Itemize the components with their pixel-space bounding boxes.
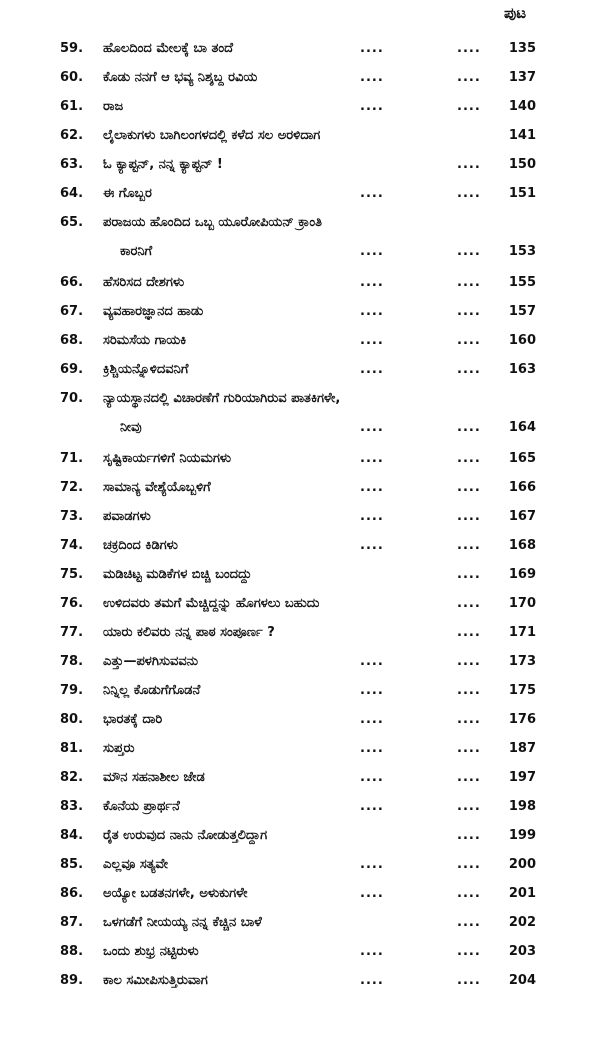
entry-number: 87.: [60, 915, 84, 930]
entry-number: 59.: [60, 41, 84, 56]
entry-page-number: 140: [508, 99, 536, 114]
leader-dots: ....: [457, 538, 481, 553]
entry-page-number: 204: [508, 973, 536, 988]
leader-dots: ....: [457, 451, 481, 466]
entry-page-number: 135: [508, 41, 536, 56]
toc-entry: [0, 502, 600, 531]
entry-page-number: 201: [508, 886, 536, 901]
leader-dots: ....: [457, 886, 481, 901]
entry-page-number: 164: [508, 420, 536, 435]
leader-dots: ....: [360, 538, 384, 553]
toc-entry: [0, 705, 600, 734]
toc-entry: [0, 473, 600, 502]
entry-number: 86.: [60, 886, 84, 901]
entry-number: 65.: [60, 215, 84, 230]
toc-entry: [0, 150, 600, 179]
entry-number: 79.: [60, 683, 84, 698]
toc-entry: [0, 908, 600, 937]
entry-number: 85.: [60, 857, 84, 872]
leader-dots: ....: [457, 973, 481, 988]
toc-entry: [0, 763, 600, 792]
entry-title-continued: ಕಾರನಿಗೆ: [120, 244, 153, 259]
leader-dots: ....: [457, 596, 481, 611]
leader-dots: ....: [360, 70, 384, 85]
leader-dots: ....: [457, 362, 481, 377]
entry-page-number: 171: [508, 625, 536, 640]
toc-entry: [0, 444, 600, 473]
leader-dots: ....: [360, 99, 384, 114]
entry-number: 88.: [60, 944, 84, 959]
leader-dots: ....: [457, 41, 481, 56]
entry-number: 71.: [60, 451, 84, 466]
leader-dots: ....: [360, 770, 384, 785]
leader-dots: ....: [457, 275, 481, 290]
entry-title: ಹೆಸರಿಸದ ದೇಶಗಳು: [103, 275, 185, 290]
entry-page-number: 197: [508, 770, 536, 785]
leader-dots: ....: [457, 654, 481, 669]
leader-dots: ....: [360, 41, 384, 56]
leader-dots: ....: [457, 509, 481, 524]
leader-dots: ....: [457, 70, 481, 85]
leader-dots: ....: [360, 973, 384, 988]
entry-page-number: 137: [508, 70, 536, 85]
leader-dots: ....: [360, 741, 384, 756]
leader-dots: ....: [457, 480, 481, 495]
entry-page-number: 153: [508, 244, 536, 259]
entry-title: ನ್ಯಾಯಸ್ಥಾನದಲ್ಲಿ ವಿಚಾರಣೆಗೆ ಗುರಿಯಾಗಿರುವ ಪಾತಕಿಗಳೇ,: [103, 391, 341, 406]
toc-entry: [0, 966, 600, 995]
toc-entry: [0, 63, 600, 92]
toc-entry: [0, 297, 600, 326]
entry-page-number: 166: [508, 480, 536, 495]
page-column-label: ಪುಟ: [504, 4, 527, 22]
toc-entry: [0, 589, 600, 618]
toc-entry: [0, 384, 600, 444]
toc-entry: [0, 268, 600, 297]
leader-dots: ....: [457, 683, 481, 698]
entry-number: 89.: [60, 973, 84, 988]
entry-page-number: 157: [508, 304, 536, 319]
entry-title: ಸರಿಮಸೆಯ ಗಾಯಕಿ: [103, 333, 187, 348]
leader-dots: ....: [457, 567, 481, 582]
entry-title: ನಿನ್ನಿಲ್ಲ ಕೊಡುಗೆಗೊಡನೆ: [103, 683, 201, 698]
entry-page-number: 141: [508, 128, 536, 143]
toc-entry: [0, 121, 600, 150]
toc-entry: [0, 792, 600, 821]
entry-page-number: 165: [508, 451, 536, 466]
entry-page-number: 170: [508, 596, 536, 611]
leader-dots: ....: [457, 304, 481, 319]
entry-page-number: 173: [508, 654, 536, 669]
entry-page-number: 198: [508, 799, 536, 814]
entry-number: 72.: [60, 480, 84, 495]
entry-number: 67.: [60, 304, 84, 319]
entry-number: 62.: [60, 128, 84, 143]
entry-title: ರಾಜ: [103, 99, 124, 114]
toc-entry: [0, 179, 600, 208]
entry-page-number: 203: [508, 944, 536, 959]
entry-number: 63.: [60, 157, 84, 172]
leader-dots: ....: [457, 157, 481, 172]
entry-page-number: 151: [508, 186, 536, 201]
leader-dots: ....: [457, 186, 481, 201]
leader-dots: ....: [360, 886, 384, 901]
entry-number: 83.: [60, 799, 84, 814]
entry-number: 70.: [60, 391, 84, 406]
entry-number: 81.: [60, 741, 84, 756]
entry-title: ವ್ಯವಹಾರಜ್ಞಾನದ ಹಾಡು: [103, 304, 204, 319]
leader-dots: ....: [457, 770, 481, 785]
entry-title: ಕೊನೆಯ ಪ್ರಾರ್ಥನೆ: [103, 799, 180, 814]
toc-entry: [0, 821, 600, 850]
leader-dots: ....: [360, 275, 384, 290]
entry-title: ಪರಾಜಯ ಹೊಂದಿದ ಒಬ್ಬ ಯೂರೋಪಿಯನ್ ಕ್ರಾಂತಿ: [103, 215, 322, 230]
leader-dots: ....: [360, 186, 384, 201]
leader-dots: ....: [457, 944, 481, 959]
entry-title: ರೈತ ಉರುವುದ ನಾನು ನೋಡುತ್ತಲಿದ್ದಾಗ: [103, 828, 268, 843]
toc-entry: [0, 676, 600, 705]
entry-title: ಸುಪ್ತರು: [103, 741, 135, 756]
entry-number: 64.: [60, 186, 84, 201]
entry-title: ಕಾಲ ಸಮೀಪಿಸುತ್ತಿರುವಾಗ: [103, 973, 208, 988]
entry-title: ಭಾರತಕ್ಕೆ ದಾರಿ: [103, 712, 163, 727]
leader-dots: ....: [457, 828, 481, 843]
leader-dots: ....: [457, 244, 481, 259]
entry-page-number: 176: [508, 712, 536, 727]
leader-dots: ....: [360, 509, 384, 524]
entry-title: ಒಂದು ಶುಭ್ರ ನಟ್ಟಿರುಳು: [103, 944, 199, 959]
entry-title: ಈ ಗೊಬ್ಬರ: [103, 186, 152, 201]
entry-number: 78.: [60, 654, 84, 669]
entry-page-number: 202: [508, 915, 536, 930]
leader-dots: ....: [360, 654, 384, 669]
leader-dots: ....: [360, 857, 384, 872]
toc-entry: [0, 618, 600, 647]
entry-title: ಹೊಲದಿಂದ ಮೇಲಕ್ಕೆ ಬಾ ತಂದೆ: [103, 41, 234, 56]
toc-entry: [0, 355, 600, 384]
leader-dots: ....: [457, 420, 481, 435]
entry-number: 68.: [60, 333, 84, 348]
entry-title: ಸೃಷ್ಟಿಕಾರ್ಯಗಳಿಗೆ ನಿಯಮಗಳು: [103, 451, 232, 466]
leader-dots: ....: [360, 944, 384, 959]
toc-entry: [0, 34, 600, 63]
leader-dots: ....: [457, 712, 481, 727]
entry-page-number: 167: [508, 509, 536, 524]
leader-dots: ....: [457, 741, 481, 756]
leader-dots: ....: [457, 99, 481, 114]
toc-entry: [0, 326, 600, 355]
leader-dots: ....: [457, 333, 481, 348]
toc-entry: [0, 647, 600, 676]
entry-number: 82.: [60, 770, 84, 785]
toc-entry: [0, 560, 600, 589]
entry-page-number: 199: [508, 828, 536, 843]
entry-title: ಒಳಗಡೆಗೆ ನೀಯಯ್ಯ ನನ್ನ ಕೆಚ್ಚಿನ ಬಾಳೆ: [103, 915, 262, 930]
entry-page-number: 155: [508, 275, 536, 290]
leader-dots: ....: [457, 915, 481, 930]
leader-dots: ....: [360, 244, 384, 259]
toc-entry: [0, 531, 600, 560]
entry-number: 73.: [60, 509, 84, 524]
toc-entry: [0, 879, 600, 908]
toc-entry: [0, 92, 600, 121]
entry-title: ಮೌನ ಸಹನಾಶೀಲ ಜೇಡ: [103, 770, 205, 785]
entry-number: 84.: [60, 828, 84, 843]
entry-number: 69.: [60, 362, 84, 377]
entry-title: ಎಲ್ಲವೂ ಸತ್ಯವೇ: [103, 857, 169, 872]
entry-number: 74.: [60, 538, 84, 553]
entry-title: ಕ್ರಿಶ್ಚಿಯನ್ನೊಳಿದವನಿಗೆ: [103, 362, 189, 377]
entry-title: ಲೈಲಾಕುಗಳು ಬಾಗಿಲಂಗಳದಲ್ಲಿ ಕಳೆದ ಸಲ ಅರಳಿದಾಗ: [103, 128, 321, 143]
entry-title: ಚಕ್ರದಿಂದ ಕಿಡಿಗಳು: [103, 538, 178, 553]
leader-dots: ....: [457, 799, 481, 814]
leader-dots: ....: [360, 480, 384, 495]
leader-dots: ....: [360, 362, 384, 377]
entry-title: ಮಡಿಚಿಟ್ಟ ಮಡಿಕೆಗಳ ಬಿಚ್ಚಿ ಬಂದದ್ದು: [103, 567, 252, 582]
leader-dots: ....: [360, 683, 384, 698]
leader-dots: ....: [360, 451, 384, 466]
entry-title: ಓ ಕ್ಯಾಪ್ಟನ್, ನನ್ನ ಕ್ಯಾಪ್ಟನ್ !: [103, 157, 223, 172]
toc-entry: [0, 208, 600, 268]
entry-number: 61.: [60, 99, 84, 114]
entry-page-number: 169: [508, 567, 536, 582]
leader-dots: ....: [360, 420, 384, 435]
entry-page-number: 200: [508, 857, 536, 872]
entry-page-number: 160: [508, 333, 536, 348]
entry-title: ಯಾರು ಕಲಿವರು ನನ್ನ ಪಾಠ ಸಂಪೂರ್ಣ ?: [103, 625, 275, 640]
entry-page-number: 150: [508, 157, 536, 172]
entry-title-continued: ನೀವು: [120, 420, 142, 435]
entry-number: 80.: [60, 712, 84, 727]
toc-entry: [0, 850, 600, 879]
toc-entry: [0, 734, 600, 763]
toc-entry: [0, 937, 600, 966]
entry-title: ಅಯ್ಯೋ ಬಡತನಗಳೇ, ಅಳುಕುಗಳೇ: [103, 886, 248, 901]
leader-dots: ....: [360, 333, 384, 348]
entry-number: 77.: [60, 625, 84, 640]
entry-page-number: 163: [508, 362, 536, 377]
entry-number: 76.: [60, 596, 84, 611]
entry-title: ಕೊಡು ನನಗೆ ಆ ಭವ್ಯ ನಿಶ್ಶಬ್ದ ರವಿಯ: [103, 70, 258, 85]
leader-dots: ....: [360, 712, 384, 727]
entry-page-number: 168: [508, 538, 536, 553]
leader-dots: ....: [457, 625, 481, 640]
entry-page-number: 175: [508, 683, 536, 698]
entry-number: 75.: [60, 567, 84, 582]
leader-dots: ....: [360, 799, 384, 814]
entry-title: ಎತ್ತು—ಪಳಗಿಸುವವನು: [103, 654, 199, 669]
entry-title: ಉಳಿದವರು ತಮಗೆ ಮೆಚ್ಚಿದ್ದನ್ನು ಹೊಗಳಲು ಬಹುದು: [103, 596, 320, 611]
leader-dots: ....: [457, 857, 481, 872]
entry-title: ಪವಾಡಗಳು: [103, 509, 151, 524]
entry-number: 66.: [60, 275, 84, 290]
entry-page-number: 187: [508, 741, 536, 756]
leader-dots: ....: [360, 304, 384, 319]
entry-title: ಸಾಮಾನ್ಯ ವೇಶ್ಯೆಯೊಬ್ಬಳಿಗೆ: [103, 480, 211, 495]
table-of-contents: [0, 34, 600, 995]
entry-number: 60.: [60, 70, 84, 85]
